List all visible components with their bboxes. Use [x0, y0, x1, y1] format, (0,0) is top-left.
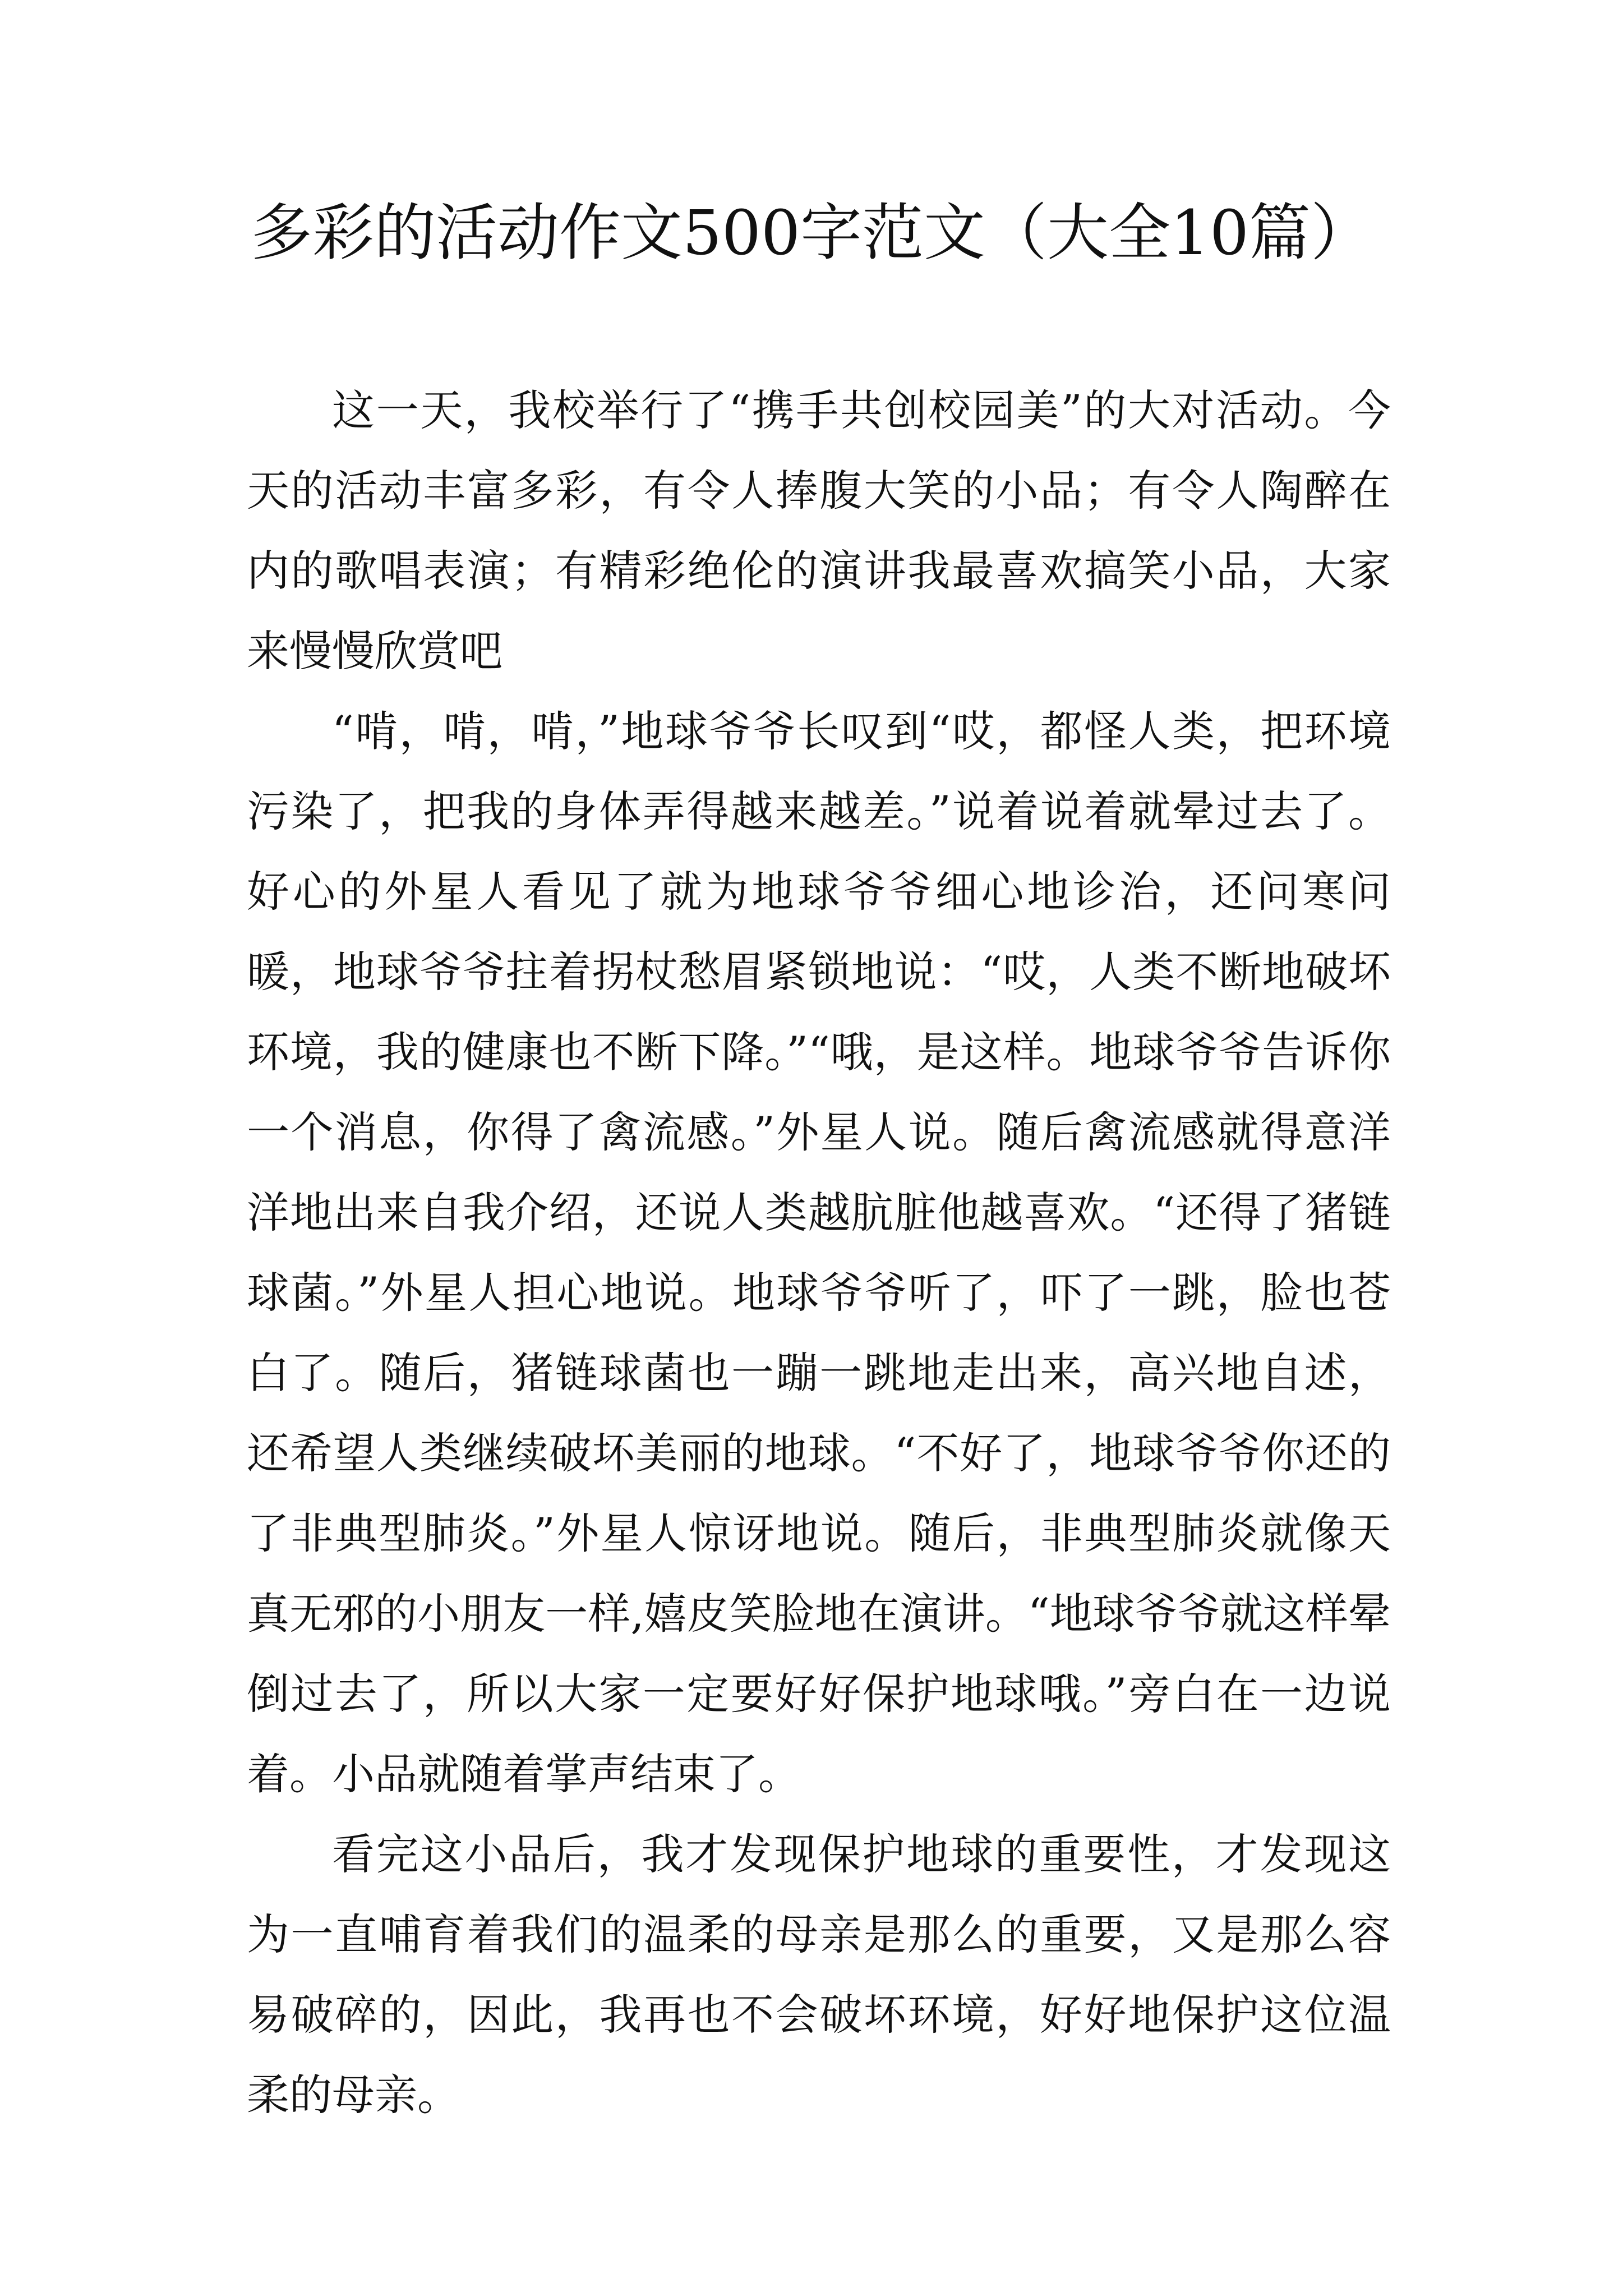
- paragraph-2: “啃，啃，啃，”地球爷爷长叹到“哎，都怪人类，把环境污染了，把我的身体弄得越来越差。”说着说着就晕过去了。好心的外星人看见了就为地球爷爷细心地诊治，还问寒问暖，地球爷爷拄着拐杖愁眉紧锁地说：“哎，人类不断地破坏环境，我的健康也不断下降。”“哦，是这样。地球爷爷告诉你一个消息，你得了禽流感。”外星人说。随后禽流感就得意洋洋地出来自我介绍，还说人类越肮脏他越喜欢。“还得了猪链球菌。”外星人担心地说。地球爷爷听了，吓了一跳，脸也苍白了。随后，猪链球菌也一蹦一跳地走出来，高兴地自述，还希望人类继续破坏美丽的地球。“不好了，地球爷爷你还的了非典型肺炎。”外星人惊讶地说。随后，非典型肺炎就像天真无邪的小朋友一样,嬉皮笑脸地在演讲。“地球爷爷就这样晕倒过去了，所以大家一定要好好保护地球哦。”旁白在一边说着。小品就随着掌声结束了。: [247, 706, 1391, 1799]
- paragraph-3: 看完这小品后，我才发现保护地球的重要性，才发现这为一直哺育着我们的温柔的母亲是那么的重要，又是那么容易破碎的，因此，我再也不会破坏环境，好好地保护这位温柔的母亲。: [247, 1829, 1391, 2120]
- document-title: 多彩的活动作文500字范文（大全10篇）: [251, 197, 1372, 269]
- paragraph-1: 这一天，我校举行了“携手共创校园美”的大对活动。今天的活动丰富多彩，有令人捧腹大笑的小品；有令人陶醉在内的歌唱表演；有精彩绝伦的演讲我最喜欢搞笑小品，大家来慢慢欣赏吧: [247, 385, 1391, 676]
- document-body: [247, 370, 1391, 2135]
